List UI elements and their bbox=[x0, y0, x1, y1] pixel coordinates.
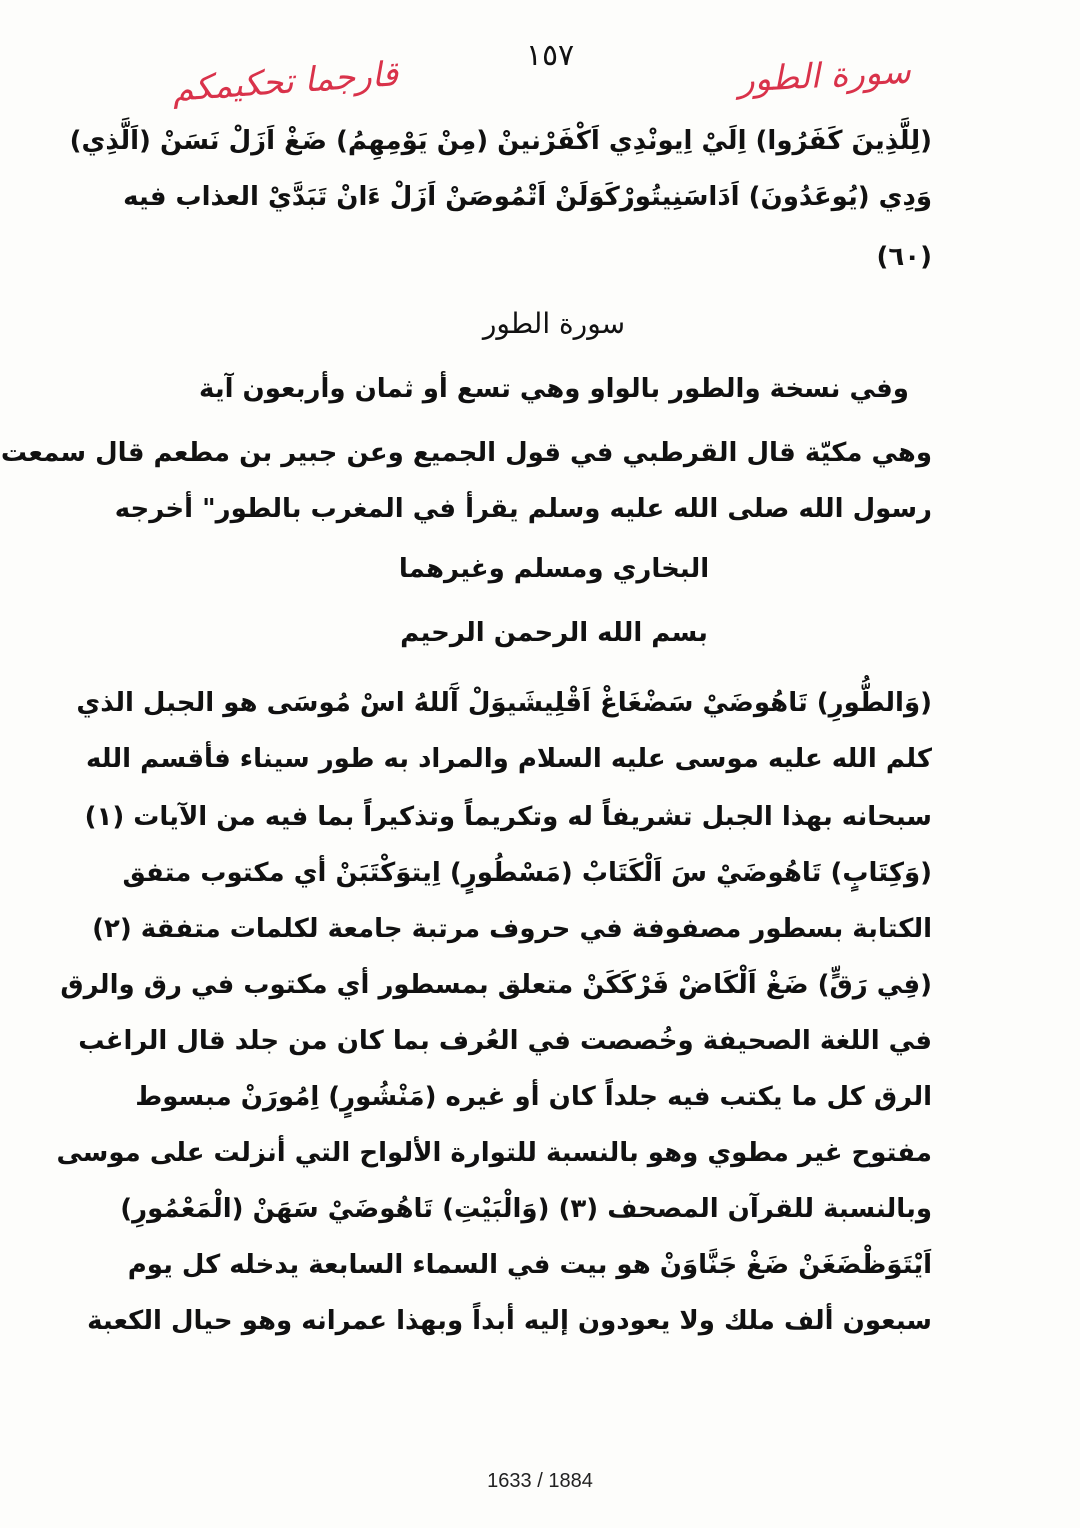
page-counter: 1633 / 1884 bbox=[487, 1470, 593, 1492]
surah-heading: سورة الطور bbox=[482, 307, 626, 340]
text-line: وهي مكيّة قال القرطبي في قول الجميع وعن جبير بن مطعم قال سمعت bbox=[0, 438, 932, 468]
text-line: رسول الله صلى الله عليه وسلم يقرأ في المغرب بالطور" أخرجه bbox=[114, 494, 932, 524]
handwritten-note-right: سورة الطور bbox=[737, 51, 912, 101]
text-line: سبعون ألف ملك ولا يعودون إليه أبداً وبهذا عمرانه وهو حيال الكعبة bbox=[87, 1306, 932, 1336]
text-line: في اللغة الصحيفة وخُصصت في العُرف بما كان من جلد قال الراغب bbox=[78, 1026, 932, 1056]
text-line: وَدِي (يُوعَدُونَ) اَدَاسَنِيتُورْكَوَلَنْ اَتْمُوصَنْ اَزَلْ ءَانْ تَبَدَّيْ العذاب فيه bbox=[123, 182, 932, 212]
text-line: (وَالطُّورِ) تَاهُوضَيْ سَضْغَاغْ اَقْلِيشَيوَلْ آَللهُ اسْ مُوسَى هو الجبل الذي bbox=[76, 688, 932, 718]
text-line: الرق كل ما يكتب فيه جلداً كان أو غيره (مَنْشُورٍ) اِمُورَنْ مبسوط bbox=[135, 1082, 932, 1112]
text-line: (وَكِتَابٍ) تَاهُوضَيْ سَ اَلْكَتَابْ (مَسْطُورٍ) اِيتوَكْتَبَنْ أي مكتوب متفق bbox=[122, 858, 932, 888]
text-line: كلم الله عليه موسى عليه السلام والمراد به طور سيناء فأقسم الله bbox=[85, 744, 932, 774]
page-number: ١٥٧ bbox=[525, 38, 575, 73]
basmala: بسم الله الرحمن الرحيم bbox=[400, 618, 708, 648]
text-line: مفتوح غير مطوي وهو بالنسبة للتوارة الألواح التي أنزلت على موسى bbox=[56, 1138, 932, 1168]
text-line: (لِلَّذِينَ كَفَرُوا) اِلَيْ اِيونْدِي اَكْفَرْنينْ (مِنْ يَوْمِهِمُ) ضَغْ اَزَلْ نَسَنْ (اَلَّذِي) bbox=[69, 126, 932, 156]
text-line: وفي نسخة والطور بالواو وهي تسع أو ثمان وأربعون آية bbox=[199, 374, 909, 404]
text-line: سبحانه بهذا الجبل تشريفاً له وتكريماً وتذكيراً بما فيه من الآيات (١) bbox=[84, 802, 932, 832]
text-line: الكتابة بسطور مصفوفة في حروف مرتبة جامعة لكلمات متفقة (٢) bbox=[92, 914, 932, 944]
text-line: البخاري ومسلم وغيرهما bbox=[398, 554, 710, 584]
text-line: (فِي رَقٍّ) ضَغْ اَلْكَاضْ فَرْكَكَنْ متعلق بمسطور أي مكتوب في رق والرق bbox=[60, 970, 932, 1000]
text-line: اَيْتَوَظْضَغَنْ ضَغْ جَنَّاوَنْ هو بيت في السماء السابعة يدخله كل يوم bbox=[127, 1250, 932, 1280]
handwritten-note-left: قارجما تحكيمكم bbox=[170, 54, 400, 110]
text-line: وبالنسبة للقرآن المصحف (٣) (وَالْبَيْتِ) تَاهُوضَيْ سَهَنْ (الْمَعْمُورِ) bbox=[120, 1194, 932, 1224]
verse-number: (٦٠) bbox=[876, 242, 932, 272]
